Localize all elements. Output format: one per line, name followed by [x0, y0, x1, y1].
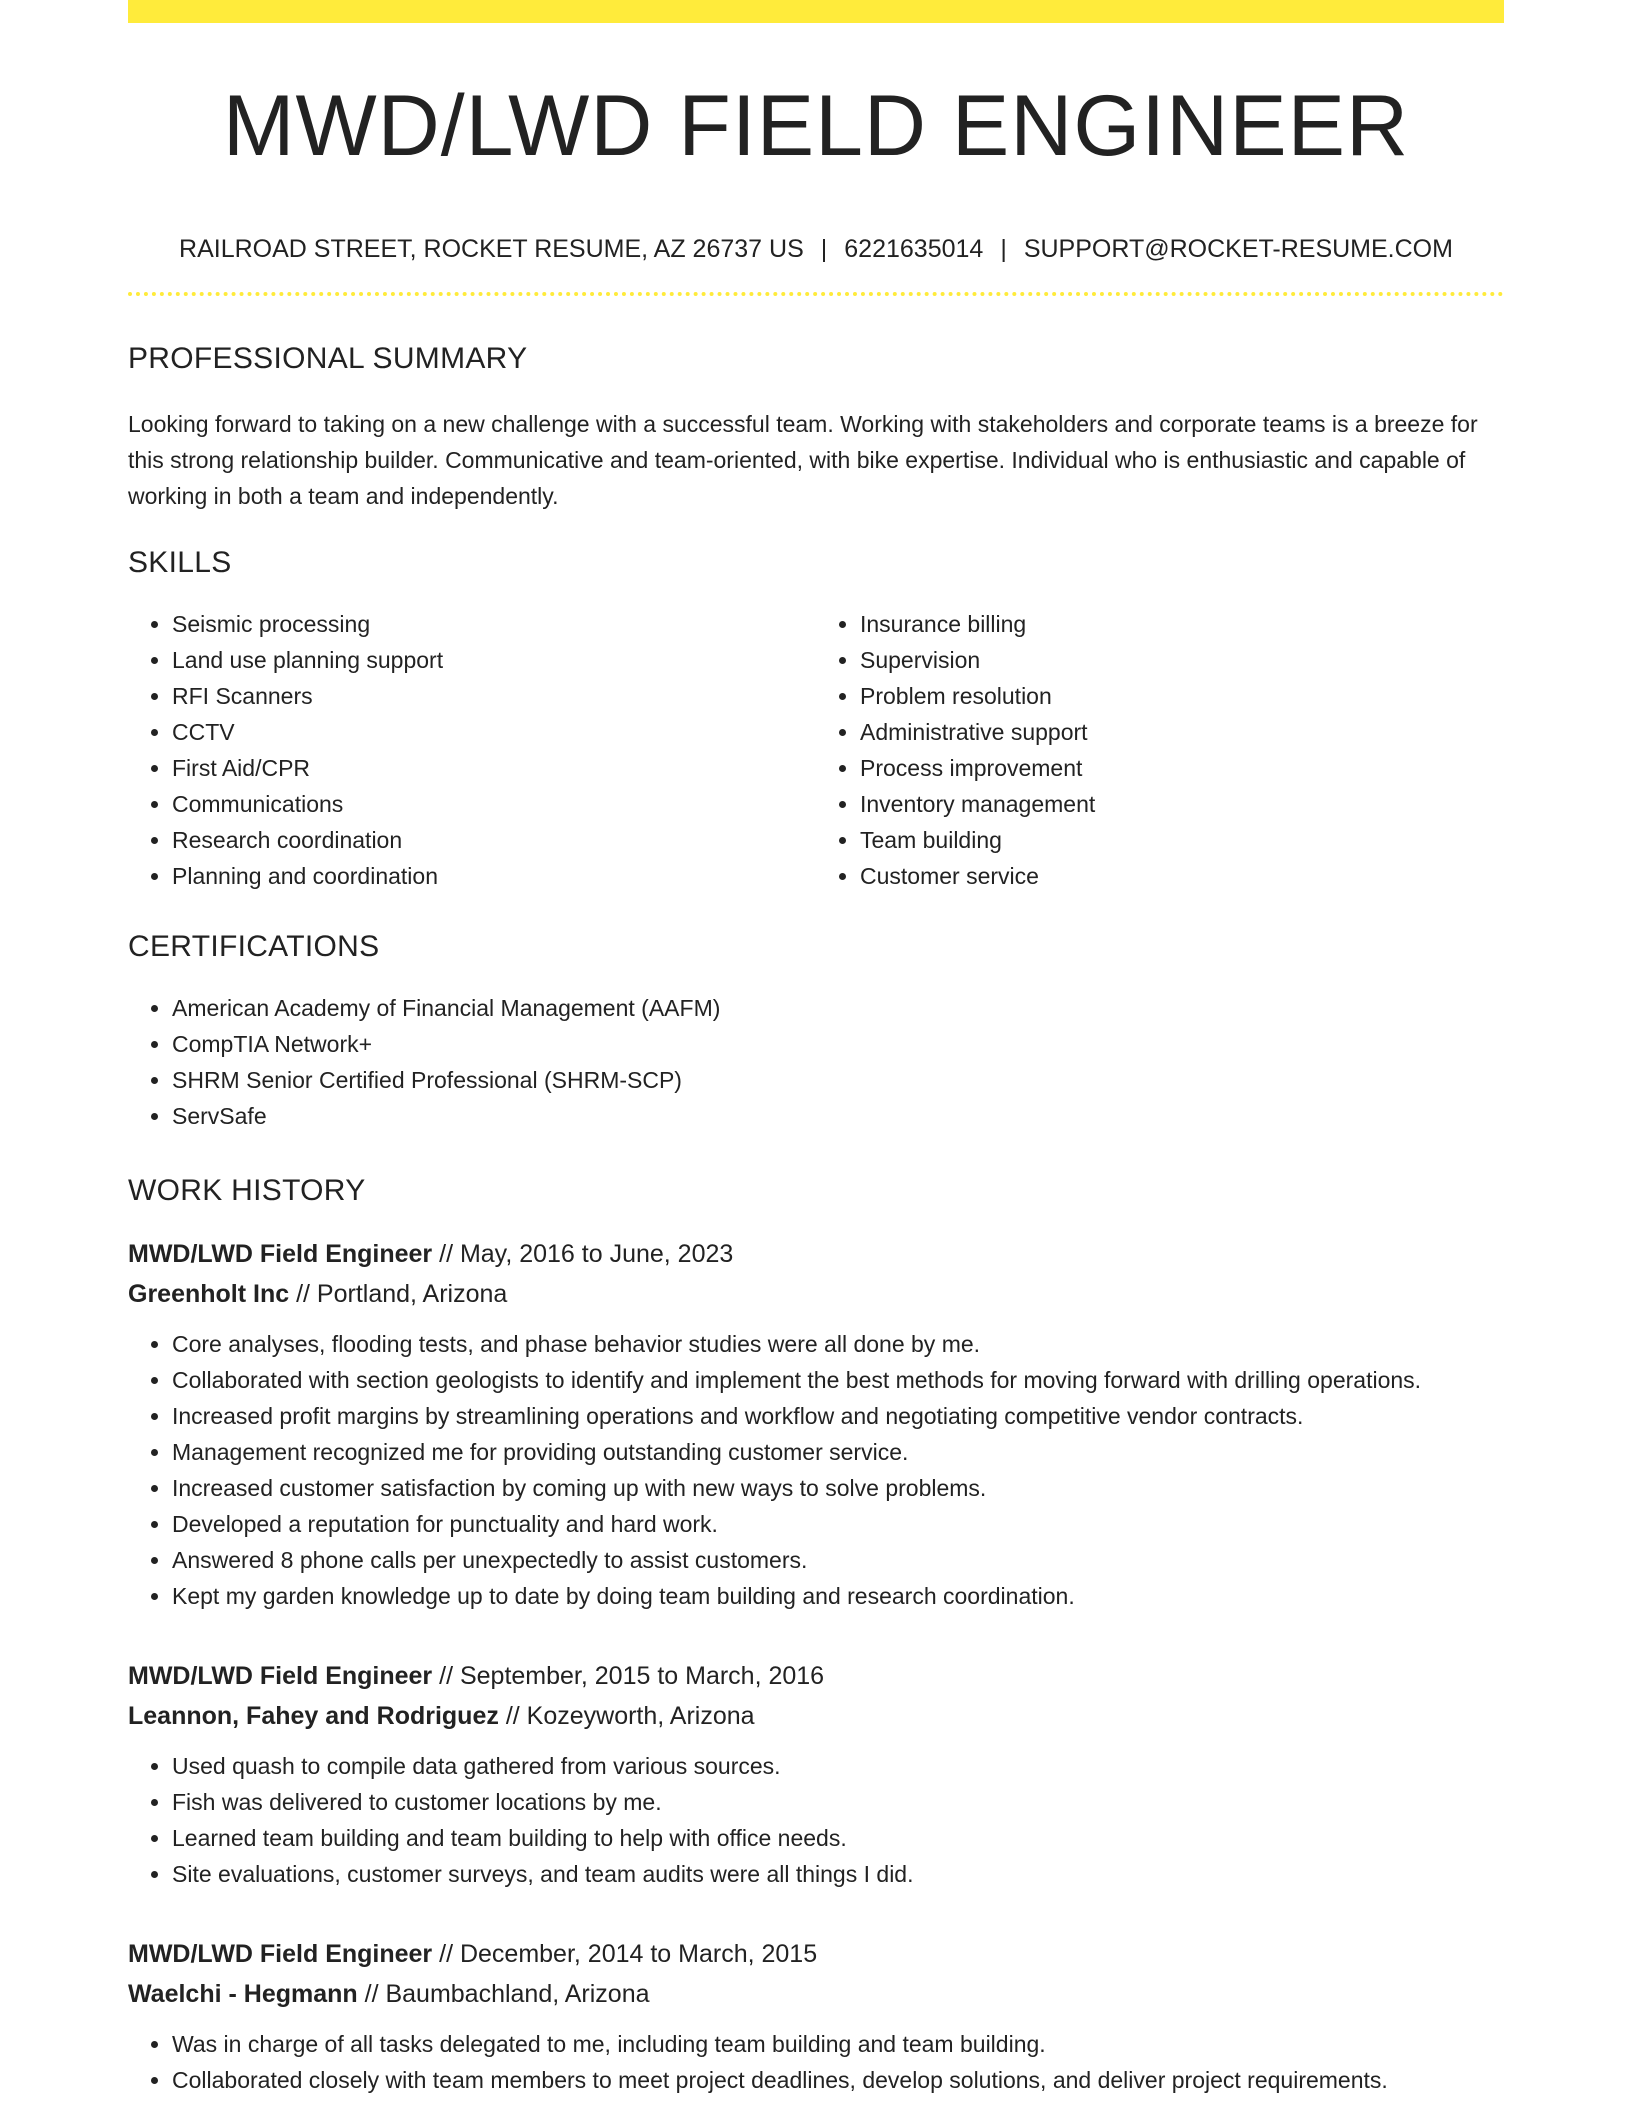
- job-company: Waelchi - Hegmann: [128, 1980, 358, 2008]
- job-bullet: • Site evaluations, customer surveys, and team audits were all things I did.: [172, 1856, 1504, 1892]
- skill-item: • First Aid/CPR: [172, 750, 816, 786]
- skill-item: • Process improvement: [860, 750, 1504, 786]
- skills-heading: SKILLS: [128, 546, 232, 579]
- job-location: // Baumbachland, Arizona: [357, 1980, 650, 2008]
- address: RAILROAD STREET, ROCKET RESUME, AZ 26737 US: [179, 235, 804, 263]
- job-company-line: [128, 1696, 1504, 1736]
- job-title-line: [128, 1656, 1504, 1696]
- work-history-heading: WORK HISTORY: [128, 1174, 366, 1207]
- job-bullet: • Answered 8 phone calls per unexpectedly to assist customers.: [172, 1542, 1504, 1578]
- certification-item: • SHRM Senior Certified Professional (SHRM-SCP): [172, 1062, 1504, 1098]
- accent-bar: [128, 0, 1504, 23]
- job-entry: [128, 1234, 1504, 1614]
- job-location: // Kozeyworth, Arizona: [498, 1702, 755, 1730]
- skills-list-right: [816, 606, 1504, 894]
- job-bullet: • Fish was delivered to customer locations by me.: [172, 1784, 1504, 1820]
- skill-item: • Inventory management: [860, 786, 1504, 822]
- job-dates: // September, 2015 to March, 2016: [432, 1662, 825, 1690]
- skill-item: • Communications: [172, 786, 816, 822]
- separator: |: [1000, 235, 1007, 263]
- certification-item: • ServSafe: [172, 1098, 1504, 1134]
- skill-item: • Administrative support: [860, 714, 1504, 750]
- job-company-line: [128, 1974, 1504, 2014]
- job-bullets: [128, 1326, 1504, 1614]
- job-bullet: • Collaborated with section geologists to identify and implement the best methods for moving forward with drilling operations.: [172, 1362, 1504, 1398]
- resume-name: MWD/LWD FIELD ENGINEER: [222, 78, 1410, 174]
- job-bullet: • Management recognized me for providing outstanding customer service.: [172, 1434, 1504, 1470]
- job-company: Greenholt Inc: [128, 1280, 290, 1308]
- skill-item: • Research coordination: [172, 822, 816, 858]
- job-bullet: • Increased customer satisfaction by coming up with new ways to solve problems.: [172, 1470, 1504, 1506]
- job-bullet: • Used quash to compile data gathered from various sources.: [172, 1748, 1504, 1784]
- job-dates: // December, 2014 to March, 2015: [432, 1940, 818, 1968]
- skill-item: • Land use planning support: [172, 642, 816, 678]
- separator: |: [820, 235, 828, 263]
- job-bullets: [128, 1748, 1504, 1892]
- job-bullet: • Learned team building and team building to help with office needs.: [172, 1820, 1504, 1856]
- skill-item: • Supervision: [860, 642, 1504, 678]
- job-bullets: [128, 2026, 1504, 2098]
- job-role: MWD/LWD Field Engineer: [128, 1940, 433, 1968]
- job-title-line: [128, 1934, 1504, 1974]
- certifications-list: [128, 990, 1504, 1134]
- email: SUPPORT@ROCKET-RESUME.COM: [1023, 235, 1453, 263]
- job-location: // Portland, Arizona: [289, 1280, 508, 1308]
- job-dates: // May, 2016 to June, 2023: [432, 1240, 734, 1268]
- skill-item: • Insurance billing: [860, 606, 1504, 642]
- skills-list-left: [128, 606, 816, 894]
- job-bullet: • Developed a reputation for punctuality and hard work.: [172, 1506, 1504, 1542]
- job-entry: [128, 1934, 1504, 2098]
- job-company: Leannon, Fahey and Rodriguez: [128, 1702, 499, 1730]
- resume-page: [128, 0, 1504, 2098]
- skill-item: • Planning and coordination: [172, 858, 816, 894]
- job-bullet: • Core analyses, flooding tests, and phase behavior studies were all done by me.: [172, 1326, 1504, 1362]
- skill-item: • RFI Scanners: [172, 678, 816, 714]
- job-bullet: • Collaborated closely with team members to meet project deadlines, develop solutions, and deliver project requirements.: [172, 2062, 1504, 2098]
- job-bullet: • Kept my garden knowledge up to date by doing team building and research coordination.: [172, 1578, 1504, 1614]
- certification-item: • American Academy of Financial Management (AAFM): [172, 990, 1504, 1026]
- skill-item: • Seismic processing: [172, 606, 816, 642]
- skill-item: • Customer service: [860, 858, 1504, 894]
- summary-text: Looking forward to taking on a new challenge with a successful team. Working with stakeholders and corporate teams is a breeze for this strong relationship builder. Communicative and team-oriented, with bike expertise. Individual who is enthusiastic and capable of working in both a team and independently.: [128, 411, 1478, 509]
- skills-columns: [128, 606, 1504, 894]
- phone: 6221635014: [844, 235, 984, 263]
- contact-line: [128, 237, 1504, 262]
- job-role: MWD/LWD Field Engineer: [128, 1240, 433, 1268]
- certifications-heading: CERTIFICATIONS: [128, 930, 380, 963]
- certification-item: • CompTIA Network+: [172, 1026, 1504, 1062]
- job-role: MWD/LWD Field Engineer: [128, 1662, 433, 1690]
- divider: [128, 292, 1504, 296]
- job-title-line: [128, 1234, 1504, 1274]
- skill-item: • Problem resolution: [860, 678, 1504, 714]
- skill-item: • CCTV: [172, 714, 816, 750]
- job-bullet: • Was in charge of all tasks delegated to me, including team building and team building.: [172, 2026, 1504, 2062]
- job-entry: [128, 1656, 1504, 1892]
- job-company-line: [128, 1274, 1504, 1314]
- summary-heading: PROFESSIONAL SUMMARY: [128, 342, 528, 375]
- job-bullet: • Increased profit margins by streamlining operations and workflow and negotiating competitive vendor contracts.: [172, 1398, 1504, 1434]
- skill-item: • Team building: [860, 822, 1504, 858]
